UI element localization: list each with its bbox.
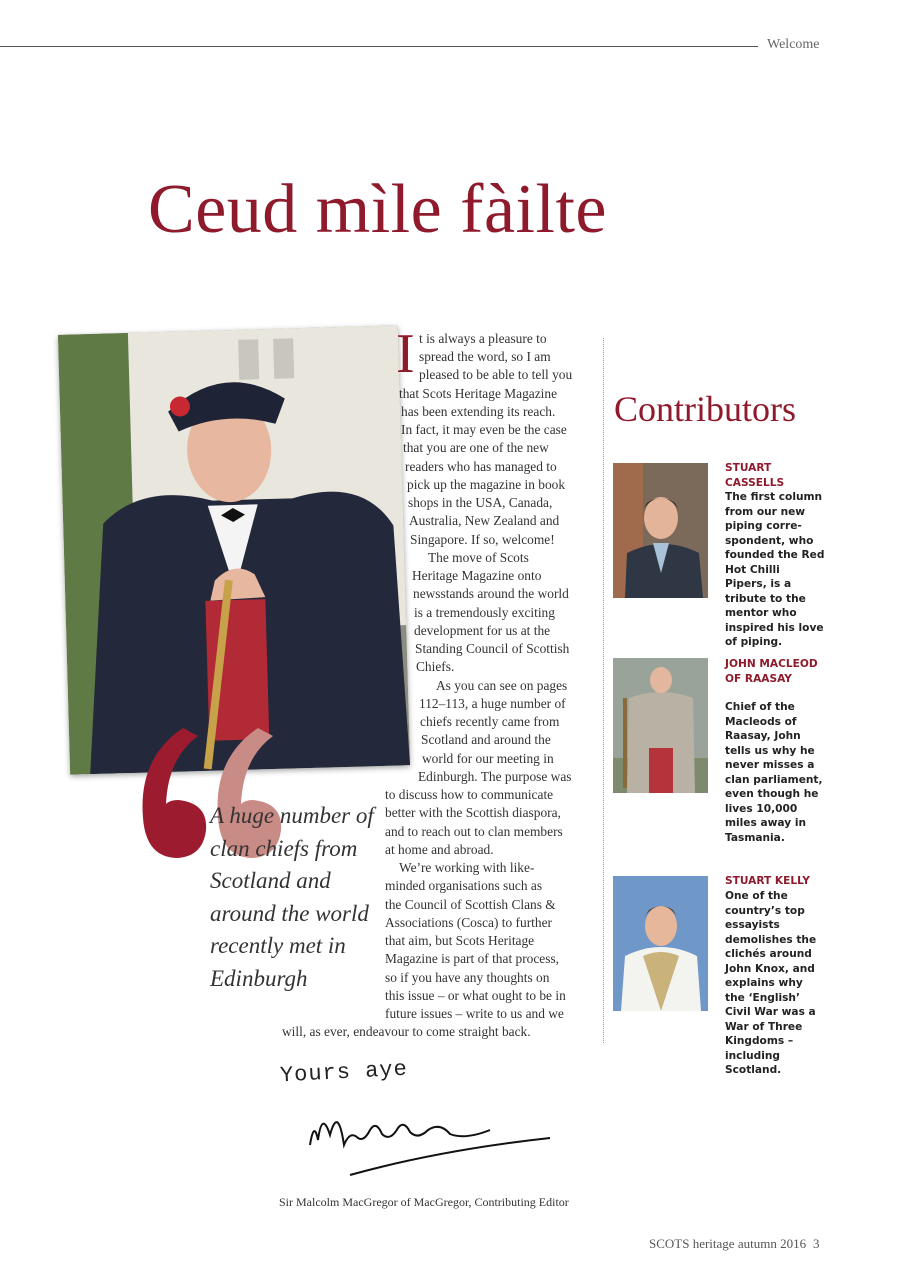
article-line: future issues – write to us and we [385,1006,564,1021]
article-line: will, as ever, endeavour to come straight back. [282,1024,531,1039]
article-line: has been extending its reach. [401,404,556,419]
pull-quote: A huge number of clan chiefs from Scotland and around the world recently met in Edinburgh [210,803,374,991]
contributor-name: STUART CASSELLS [725,462,785,489]
article-line: Magazine is part of that process, [385,951,560,966]
article-line: Chiefs. [416,659,455,674]
article-line: chiefs recently came from [420,714,560,729]
contributor-description: One of the country’s top essayists demolishes the clichés around John Knox, and explains why the ‘English’ Civil War was a War of Three Kingdoms – including Scotland. [725,890,817,1076]
article-line: Singapore. If so, welcome! [410,532,555,547]
page-number: 3 [813,1236,820,1251]
article-line: In fact, it may even be the case [401,422,567,437]
article-line: The move of Scots [428,550,529,565]
contributor-description: The first column from our new piping corre-spondent, who founded the Red Hot Chilli Pipers, is a tribute to the mentor who inspired his love of piping. [725,491,825,648]
section-label: Welcome [767,37,820,52]
sign-off: Yours aye [279,1056,409,1089]
column-divider [603,338,604,1043]
article-line: the Council of Scottish Clans & [385,897,556,912]
editor-photo [58,325,410,774]
article-line: readers who has managed to [405,459,557,474]
article-line: As you can see on pages [436,678,568,693]
article-line: Heritage Magazine onto [412,568,542,583]
article-line: t is always a pleasure to [419,331,547,346]
article-line: that Scots Heritage Magazine [399,386,558,401]
article-line: and to reach out to clan members [385,824,563,839]
signature-caption: Sir Malcolm MacGregor of MacGregor, Contributing Editor [279,1195,569,1209]
article-line: at home and abroad. [385,842,494,857]
contributors-heading: Contributors [614,389,797,429]
contributor-portrait [613,658,708,793]
footer-publication: SCOTS heritage autumn 2016 [649,1236,807,1251]
contributor-portrait [613,876,708,1011]
article-line: better with the Scottish diaspora, [385,805,561,820]
article-line: world for our meeting in [422,751,554,766]
page-title: Ceud mìle fàilte [148,171,607,248]
article-line: development for us at the [414,623,551,638]
contributor-photo-stuart-cassells [613,463,708,598]
article-line: newsstands around the world [413,586,569,601]
article-line: is a tremendously exciting [414,605,555,620]
article-line: pleased to be able to tell you [419,367,573,382]
article-line: to discuss how to communicate [385,787,554,802]
article-line: Standing Council of Scottish [415,641,570,656]
editor-photo-illustration [58,325,410,774]
contributor-description: Chief of the Macleods of Raasay, John tells us why he never misses a clan parliament, even though he lives 10,000 miles away in Tasmania. [725,701,823,844]
article-line: shops in the USA, Canada, [408,495,553,510]
article-line: spread the word, so I am [419,349,551,364]
drop-cap: I [396,323,415,385]
article-line: this issue – or what ought to be in [385,988,566,1003]
article-line: minded organisations such as [385,878,543,893]
article-line: Scotland and around the [421,732,551,747]
contributor-portrait [613,463,708,598]
contributor-name: STUART KELLY [725,875,810,887]
article-line: 112–113, a huge number of [419,696,566,711]
contributor-name: JOHN MACLEOD OF RAASAY [725,658,818,685]
article-line: so if you have any thoughts on [385,970,550,985]
article-line: Edinburgh. The purpose was [418,769,572,784]
article-line: that aim, but Scots Heritage [385,933,535,948]
article-line: Associations (Cosca) to further [385,915,552,930]
signature-mark [300,1090,560,1180]
article-line: Australia, New Zealand and [409,513,560,528]
header-rule [0,46,758,47]
contributor-photo-john-macleod [613,658,708,793]
contributor-photo-stuart-kelly [613,876,708,1011]
article-line: pick up the magazine in book [407,477,566,492]
article-line: We’re working with like- [399,860,535,875]
article-line: that you are one of the new [403,440,549,455]
